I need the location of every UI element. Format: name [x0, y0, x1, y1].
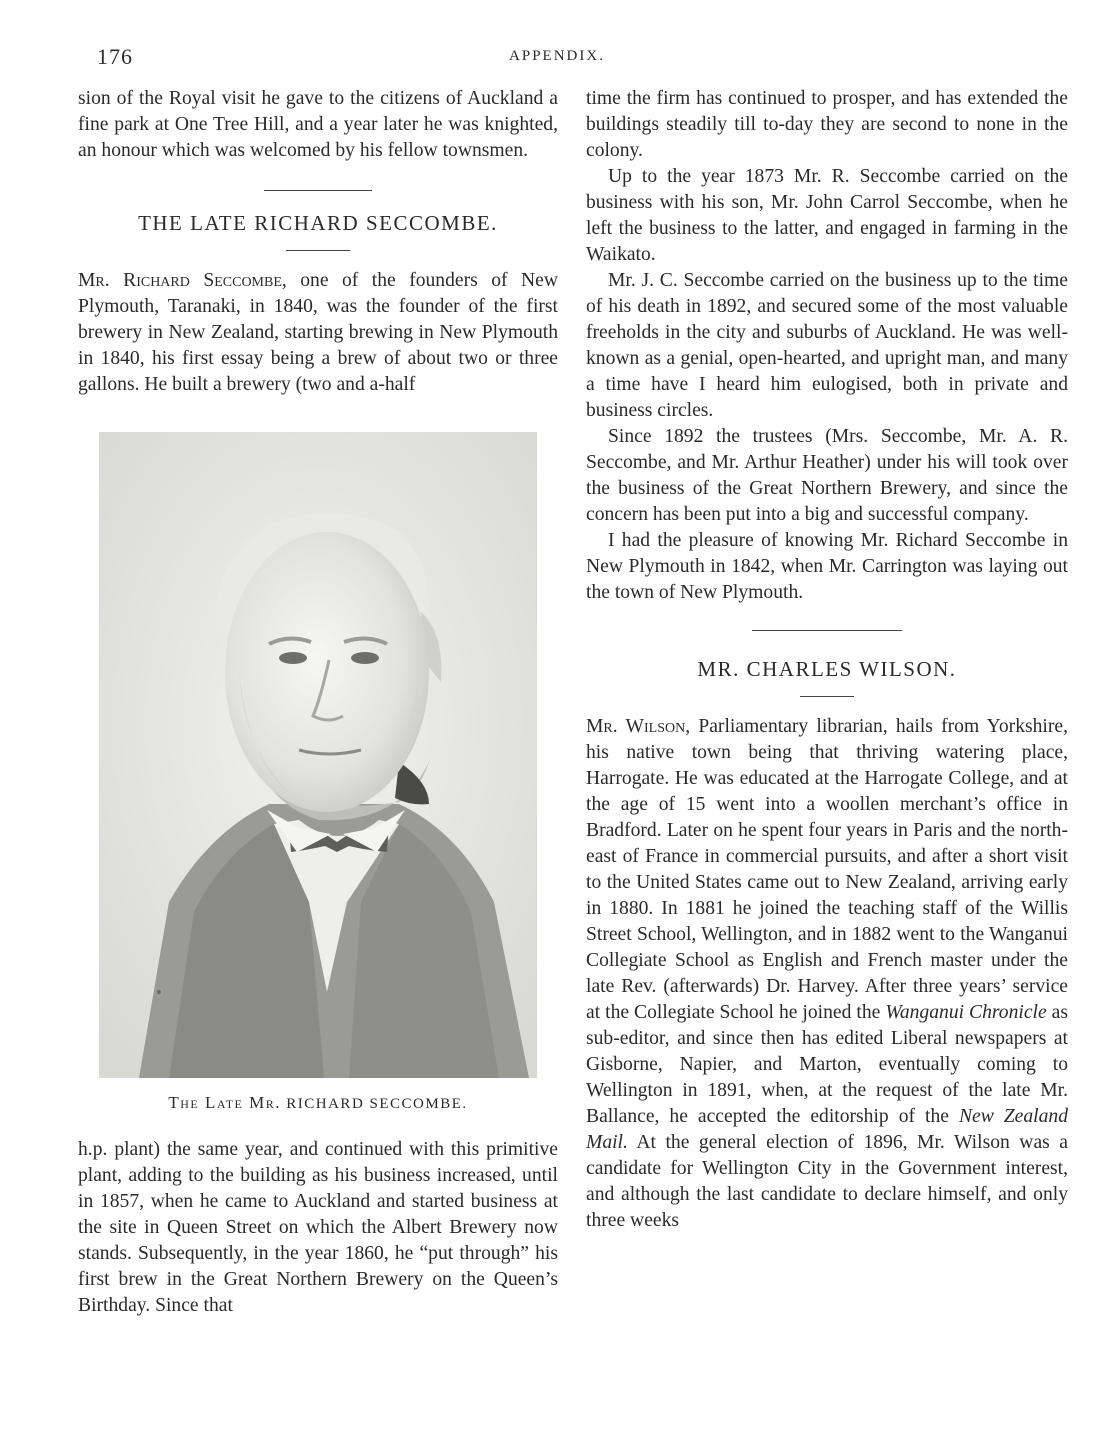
- wilson-text-2: as sub-editor, and since then has edited Liberal newspapers at Gisborne, Napier, and Marton, eventually coming to Wellington in 1891, when, at the request of the late Mr. Ballance, he accepted the editorship of the: [586, 1002, 1068, 1127]
- opening-paragraph: sion of the Royal visit he gave to the citizens of Auckland a fine park at One Tree Hill, and a year later he was knighted, an honour which was welcomed by his fellow townsmen.: [78, 88, 558, 161]
- caption-name: RICHARD SECCOMBE.: [281, 1096, 468, 1112]
- wilson-newspaper-1: Wanganui Chronicle: [885, 1002, 1047, 1023]
- wilson-newspaper-2: New Zealand Mail.: [586, 1106, 1068, 1153]
- seccombe-paragraph-3: Mr. J. C. Seccombe carried on the business up to the time of his death in 1892, and secured some of the most valuable freeholds in the city and suburbs of Auckland. He was well-known as a genial, open-hearted, and upright man, and many a time have I heard him eulogised, both in private and business circles.: [586, 270, 1068, 421]
- seccombe-paragraph-5: I had the pleasure of knowing Mr. Richard Seccombe in New Plymouth in 1842, when Mr. Carrington was laying out the town of New Plymouth.: [586, 530, 1068, 603]
- portrait-illustration: [99, 432, 537, 1078]
- page-header: [0, 44, 1114, 74]
- wilson-lead-words: Mr. Wilson,: [586, 716, 691, 737]
- wilson-heading: MR. CHARLES WILSON.: [697, 657, 957, 681]
- portrait-photo: [99, 432, 537, 1078]
- heading-underline: [800, 696, 854, 697]
- wilson-text-3: At the general election of 1896, Mr. Wilson was a candidate for Wellington City in the Government interest, and although the last candidate to declare himself, and only three weeks: [586, 1132, 1068, 1231]
- seccombe-paragraph-4: Since 1892 the trustees (Mrs. Seccombe, Mr. A. R. Seccombe, and Mr. Arthur Heather) under his will took over the business of the Great Northern Brewery, and since the concern has been put into a big and successful company.: [586, 426, 1068, 525]
- seccombe-heading: THE LATE RICHARD SECCOMBE.: [138, 211, 498, 235]
- wilson-paragraph: [586, 714, 1068, 1234]
- section-divider: [264, 190, 372, 191]
- section-divider: [752, 630, 902, 631]
- seccombe-lead-words: Mr. Richard Seccombe,: [78, 270, 287, 291]
- heading-underline: [286, 250, 350, 251]
- page-number: 176: [97, 44, 133, 69]
- right-column: [586, 86, 1068, 1234]
- seccombe-paragraph-1-text: one of the founders of New Plymouth, Taranaki, in 1840, was the founder of the first brewery in New Zealand, starting brewing in New Plymouth in 1840, his first essay being a brew of about two or three gallons. He built a brewery (two and a-half: [78, 270, 558, 395]
- wilson-text-1: Parliamentary librarian, hails from Yorkshire, his native town being that thriving watering place, Harrogate. He was educated at the Harrogate College, and at the age of 15 went into a woollen merchant’s office in Bradford. Later on he spent four years in Paris and the north-east of France in commercial pursuits, and after a short visit to the United States came out to New Zealand, arriving early in 1880. In 1881 he joined the teaching staff of the Willis Street School, Wellington, and in 1882 went to the Wanganui Collegiate School as English and French master under the late Rev. (afterwards) Dr. Harvey. After three years’ service at the Collegiate School he joined the: [586, 716, 1068, 1023]
- seccombe-paragraph-1-end: time the firm has continued to prosper, and has extended the buildings steadily till to-day they are second to none in the colony.: [586, 88, 1068, 161]
- left-column: [78, 86, 558, 1319]
- caption-lead: The Late Mr.: [168, 1093, 282, 1112]
- seccombe-paragraph-2: Up to the year 1873 Mr. R. Seccombe carried on the business with his son, Mr. John Carrol Seccombe, when he left the business to the latter, and engaged in farming in the Waikato.: [586, 166, 1068, 265]
- running-head: APPENDIX.: [509, 48, 605, 64]
- portrait-caption: [78, 1090, 558, 1117]
- seccombe-paragraph-1-continued: h.p. plant) the same year, and continued with this primitive plant, adding to the building as his business increased, until in 1857, when he came to Auckland and started business at the site in Queen Street on which the Albert Brewery now stands. Subsequently, in the year 1860, he “put through” his first brew in the Great Northern Brewery on the Queen’s Birthday. Since that: [78, 1139, 558, 1316]
- portrait-figure: [78, 432, 558, 1117]
- seccombe-paragraph-1: [78, 268, 558, 398]
